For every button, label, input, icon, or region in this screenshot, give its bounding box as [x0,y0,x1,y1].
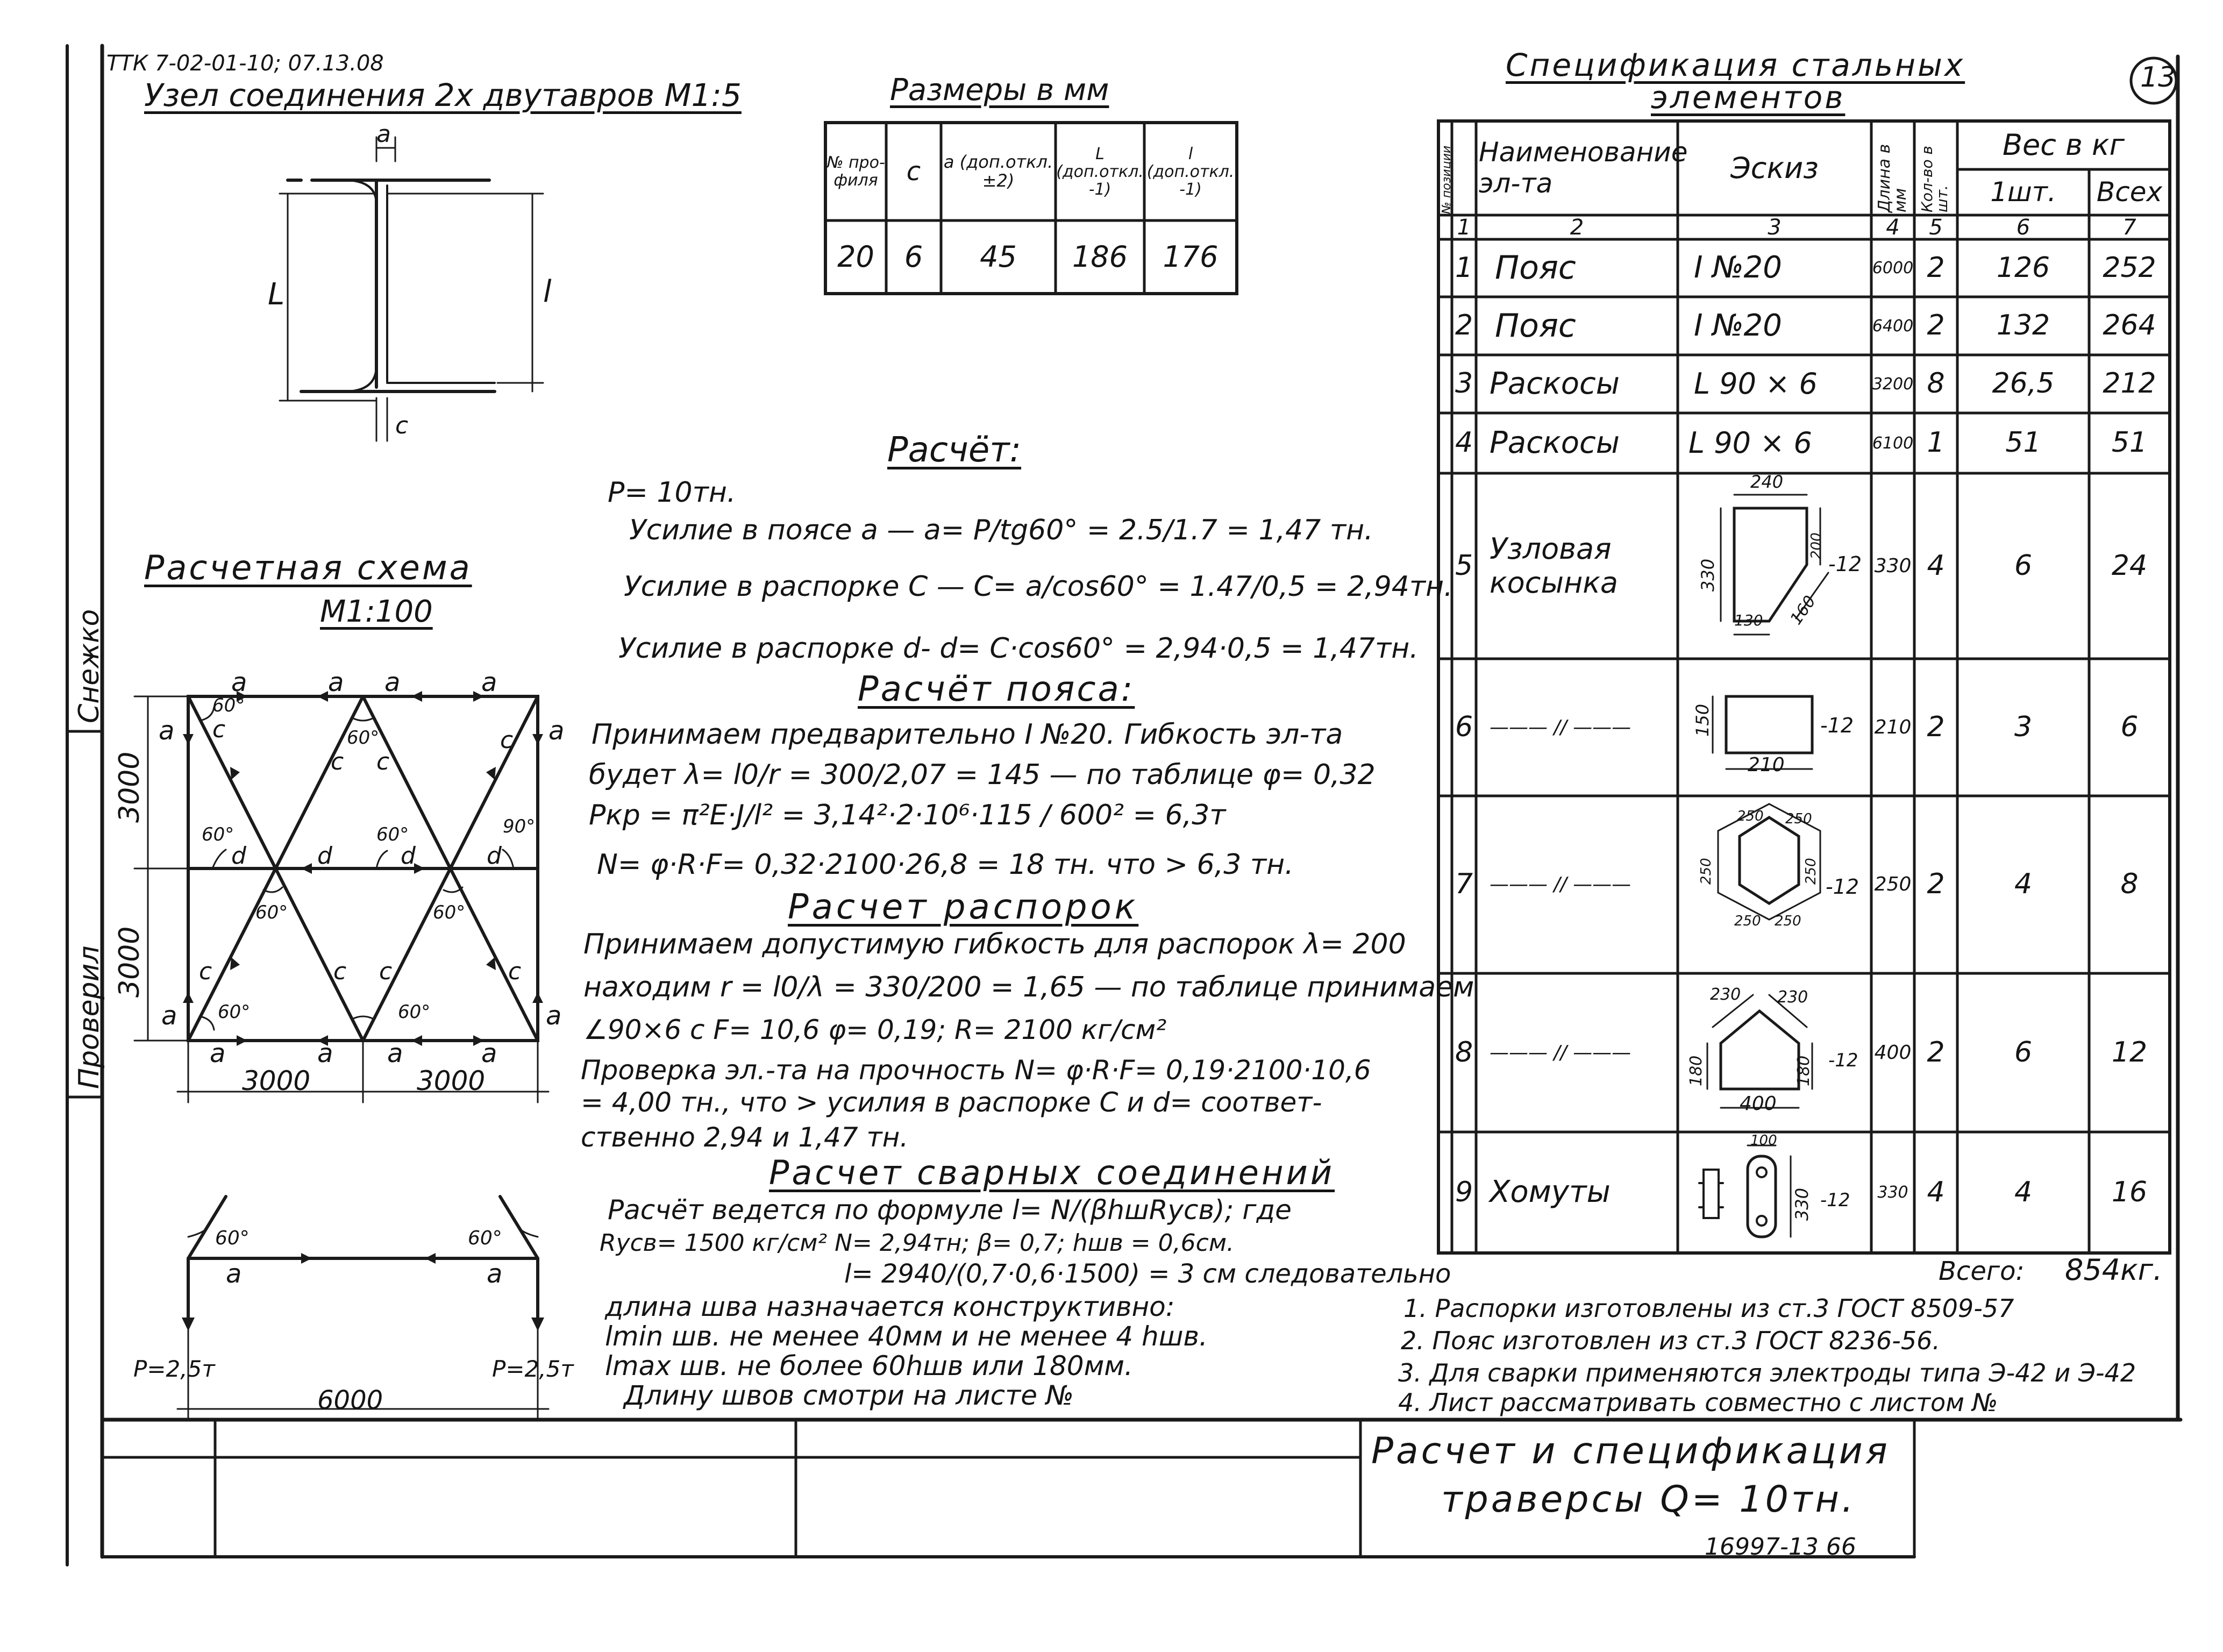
spec-cell-sketch: I №20 [1694,308,1782,343]
spec-cell-length: 210 [1874,716,1912,738]
scheme-label-c1: c [212,716,226,743]
scheme-dim-h1: 3000 [113,751,146,823]
belt-line-3: Pкр = π²E·J/l² = 3,14²·2·10⁶·115 / 600² = 6,3т [589,799,1226,831]
spec-cell-sketch: L 90 × 6 [1688,425,1812,460]
sketch5-dim-5: 130 [1734,611,1763,629]
scheme-label-c6: c [333,958,347,985]
strut-line-1: Принимаем допустимую гибкость для распорок λ= 200 [583,928,1406,960]
scheme-label-a12: a [481,1038,497,1069]
spec-cell-qty: 2 [1927,1036,1945,1069]
spec-cell-length: 6000 [1872,259,1914,277]
spec-cell-w1: 3 [2014,710,2033,743]
spec-cell-qty: 1 [1927,426,1945,459]
calc-line-4: Усилие в распорке d- d= C·cos60° = 2,94·0,5 = 1,47тн. [618,632,1419,665]
spec-cell-pos: 5 [1455,549,1473,582]
spec-cell-name: Пояс [1495,249,1576,287]
spec-cell-name: Раскосы [1490,366,1620,401]
belt-line-4: N= φ·R·F= 0,32·2100·26,8 = 18 тн. что > 6,3 тн. [597,849,1294,881]
scheme-dim-h2: 3000 [113,926,146,998]
spec-colnum-2: 2 [1570,215,1584,240]
spec-cell-name: ——— // ——— [1490,716,1631,738]
dims-cell-l: 176 [1163,240,1219,274]
strut-line-6: ственно 2,94 и 1,47 тн. [581,1122,909,1153]
strut-calc-title: Расчет распорок [788,887,1139,927]
spec-cell-qty: 2 [1927,251,1945,284]
spec-cell-name: ——— // ——— [1490,1041,1631,1064]
spec-cell-w1: 26,5 [1992,367,2055,400]
spec-cell-sketch: L 90 × 6 [1694,366,1818,401]
scheme-title: Расчетная схема [144,548,472,587]
sketch7-dim-2: 250 [1785,811,1812,827]
scheme-angle-8: 60° [398,1001,431,1023]
sketch7-dim-5: 250 [1734,913,1761,929]
spec-colnum-4: 4 [1886,215,1900,240]
scheme-angle-5: 60° [255,902,288,923]
sketch7-dim-3: 250 [1698,858,1714,885]
spec-cell-pos: 2 [1455,309,1473,342]
scheme-angle-90: 90° [503,816,536,837]
title-block-line-2: траверсы Q= 10тн. [1441,1478,1856,1521]
spec-cell-length: 330 [1877,1183,1908,1202]
spec-cell-pos: 7 [1455,868,1473,901]
scheme-label-c7: c [379,958,393,985]
sketch5-dim-1: 240 [1750,472,1784,492]
weld-line-4: длина шва назначается конструктивно: [605,1291,1175,1322]
spec-cell-sketch: -12 [1828,1050,1858,1071]
spec-cell-wall: 264 [2103,309,2156,342]
spec-title-line-2: элементов [1651,79,1846,116]
load-member-right: a [487,1259,503,1289]
load-member-left: a [226,1259,242,1289]
scheme-label-d4: d [487,842,502,870]
spec-cell-sketch: -12 [1820,1190,1850,1211]
weld-calc-title: Расчет сварных соединений [769,1153,1335,1192]
sketch8-dim-4: 180 [1794,1055,1813,1086]
scheme-label-c8: c [508,958,522,985]
sketch8-dim-1: 230 [1710,985,1741,1004]
scheme-label-c2: c [331,748,344,775]
spec-cell-w1: 126 [1996,251,2050,284]
belt-calc-title: Расчёт пояса: [858,670,1135,709]
node-title: Узел соединения 2х двутавров М1:5 [144,77,742,113]
dims-cell-L: 186 [1072,240,1128,274]
note-1: 1. Распорки изготовлены из ст.3 ГОСТ 8509-57 [1403,1294,2014,1323]
spec-cell-name: ——— // ——— [1490,873,1631,896]
scheme-label-a11: a [387,1038,403,1069]
scheme-angle-6: 60° [433,902,466,923]
scheme-scale: М1:100 [320,594,433,629]
scheme-label-c4: c [500,727,514,754]
spec-cell-w1: 6 [2014,549,2033,582]
spec-cell-qty: 2 [1927,309,1945,342]
load-angle-left: 60° [215,1227,250,1249]
strut-line-3: ∠90×6 c F= 10,6 φ= 0,19; R= 2100 кг/см² [583,1014,1167,1045]
spec-cell-length: 330 [1874,554,1912,577]
note-2: 2. Пояс изготовлен из ст.3 ГОСТ 8236-56. [1401,1326,1941,1355]
scheme-label-a10: a [317,1038,333,1069]
spec-header-length: Длина в мм [1875,144,1910,212]
spec-header-sketch: Эскиз [1730,151,1819,185]
spec-cell-sketch: -12 [1820,714,1854,737]
scheme-label-d3: d [401,842,416,870]
spec-cell-qty: 4 [1927,549,1945,582]
spec-cell-name: Пояс [1495,307,1576,345]
scheme-angle-4: 60° [376,824,409,845]
document-code: ТТК 7-02-01-10; 07.13.08 [106,51,384,76]
load-left: P=2,5т [133,1356,215,1382]
scheme-label-c3: c [376,748,390,775]
spec-cell-sketch: -12 [1828,552,1862,576]
scheme-label-a8: a [546,1001,562,1031]
strut-line-2: находим r = l0/λ = 330/200 = 1,65 — по таблице принимаем [583,971,1474,1003]
spec-cell-wall: 51 [2111,426,2148,459]
title-block-stamp: 16997-13 66 [1705,1533,1856,1561]
weld-line-7: Длину швов смотри на листе № [624,1380,1074,1411]
spec-cell-wall: 8 [2120,868,2139,901]
dims-title: Размеры в мм [890,73,1109,108]
belt-line-2: будет λ= l0/r = 300/2,07 = 145 — по таблице φ= 0,32 [589,759,1376,791]
spec-cell-length: 3200 [1872,374,1914,394]
strut-line-5: = 4,00 тн., что > усилия в распорке C и d= соответ- [581,1087,1322,1118]
scheme-label-a1: a [231,667,247,697]
dims-header-c: c [906,156,921,187]
spec-cell-qty: 8 [1927,367,1945,400]
spec-cell-wall: 16 [2111,1176,2148,1208]
sketch5-dim-3: 200 [1808,532,1825,559]
node-label-c: c [395,412,409,439]
spec-header-pos: № позиции [1440,145,1454,214]
spec-cell-wall: 212 [2103,367,2156,400]
spec-cell-wall: 12 [2111,1036,2148,1069]
spec-cell-pos: 8 [1455,1036,1473,1069]
sketch5-dim-4: 160 [1786,592,1820,629]
spec-cell-name: Узловая косынка [1490,532,1618,600]
weld-line-5: lmin шв. не менее 40мм и не менее 4 hшв. [605,1321,1208,1352]
sketch7-dim-1: 250 [1737,808,1764,824]
spec-cell-pos: 9 [1455,1176,1473,1208]
side-stamp-bottom: Проверил [73,945,105,1089]
node-label-l: l [543,274,552,309]
scheme-dim-w2: 3000 [417,1065,486,1096]
spec-cell-w1: 4 [2014,868,2033,901]
calc-line-3: Усилие в распорке C — C= a/cos60° = 1.47/0,5 = 2,94тн. [624,571,1453,603]
spec-cell-w1: 6 [2014,1036,2033,1069]
belt-line-1: Принимаем предварительно I №20. Гибкость эл-та [592,718,1343,751]
note-4: 4. Лист рассматривать совместно с листом № [1398,1388,1998,1417]
node-label-L: L [268,277,285,312]
spec-cell-length: 6400 [1872,316,1914,336]
scheme-label-d2: d [317,842,332,870]
scheme-label-c5: c [199,958,212,985]
sketch6-dim-2: 210 [1748,754,1785,776]
scheme-angle-2: 60° [347,727,380,749]
sketch8-dim-3: 180 [1687,1055,1706,1086]
dims-header-a: a (доп.откл. ±2) [943,151,1053,191]
sketch5-dim-2: 330 [1698,558,1718,592]
title-block-line-1: Расчет и спецификация [1371,1430,1890,1472]
strut-line-4: Проверка эл.-та на прочность N= φ·R·F= 0,19·2100·10,6 [581,1055,1371,1086]
spec-colnum-1: 1 [1457,215,1471,240]
load-angle-right: 60° [468,1227,502,1249]
dims-header-L: L (доп.откл. -1) [1056,144,1144,199]
spec-cell-pos: 4 [1455,426,1473,459]
scheme-label-a3: a [384,667,401,697]
spec-colnum-6: 6 [2016,215,2030,240]
spec-header-qty: Кол-во в шт. [1918,145,1951,212]
scheme-angle-3: 60° [202,824,234,845]
side-stamp-top: Снежко [73,609,105,723]
dims-cell-a: 45 [980,240,1017,274]
scheme-label-d1: d [231,842,246,870]
scheme-label-a7: a [161,1001,177,1031]
spec-header-weight: Вес в кг [2002,128,2125,162]
weld-line-3: l= 2940/(0,7·0,6·1500) = 3 см следовательно [844,1259,1451,1289]
spec-colnum-7: 7 [2122,215,2136,240]
spec-cell-length: 400 [1874,1041,1912,1064]
spec-cell-wall: 252 [2103,251,2156,284]
spec-cell-sketch: I №20 [1694,250,1782,286]
sketch9-dim-1: 100 [1750,1133,1777,1149]
weld-line-1: Расчёт ведется по формуле l= N/(βhшRусв); где [608,1194,1292,1226]
sketch7-dim-4: 250 [1803,858,1819,885]
spec-cell-length: 250 [1874,873,1912,896]
dims-header-l: l (доп.откл. -1) [1146,144,1235,199]
node-label-a: a [376,120,391,148]
spec-cell-qty: 2 [1927,710,1945,743]
spec-cell-length: 6100 [1872,433,1914,453]
spec-header-wall: Всех [2096,176,2163,208]
scheme-angle-7: 60° [218,1001,251,1023]
spec-cell-qty: 2 [1927,868,1945,901]
sketch9-dim-2: 330 [1792,1187,1812,1221]
weld-line-2: Rусв= 1500 кг/см² N= 2,94тн; β= 0,7; hшв = 0,6см. [600,1229,1235,1257]
spec-colnum-3: 3 [1768,215,1782,240]
spec-cell-pos: 1 [1455,251,1473,284]
load-right: P=2,5т [492,1356,574,1382]
dims-cell-c: 6 [904,240,923,274]
sketch8-dim-2: 230 [1777,988,1808,1007]
spec-title-line-1: Спецификация стальных [1506,47,1965,83]
spec-total-value: 854кг. [2065,1253,2163,1287]
scheme-angle-1: 60° [212,695,245,716]
calc-line-1: P= 10тн. [608,476,736,509]
scheme-label-a4: a [481,667,497,697]
spec-header-w1: 1шт. [1990,176,2056,208]
spec-cell-sketch: -12 [1826,875,1859,899]
scheme-dim-w1: 3000 [242,1065,311,1096]
load-span: 6000 [317,1385,383,1415]
spec-cell-w1: 51 [2005,426,2041,459]
spec-cell-name: Хомуты [1490,1174,1611,1210]
spec-cell-qty: 4 [1927,1176,1945,1208]
scheme-label-a6: a [548,716,565,746]
scheme-label-a9: a [210,1038,226,1069]
scheme-label-a5: a [159,716,175,746]
spec-cell-pos: 6 [1455,710,1473,743]
spec-cell-w1: 4 [2014,1176,2033,1208]
spec-cell-wall: 24 [2111,549,2148,582]
sketch8-dim-5: 400 [1740,1093,1777,1115]
scheme-label-a2: a [328,667,344,697]
spec-total-label: Всего: [1939,1256,2025,1286]
spec-cell-w1: 132 [1996,309,2050,342]
spec-cell-pos: 3 [1455,367,1473,400]
dims-cell-profile: 20 [837,240,874,274]
spec-header-name: Наименование эл-та [1479,137,1688,199]
sheet-number: 13 [2140,61,2176,94]
sketch6-dim-1: 150 [1692,703,1713,737]
sketch7-dim-6: 250 [1775,913,1801,929]
spec-colnum-5: 5 [1929,215,1943,240]
spec-cell-name: Раскосы [1490,425,1620,460]
spec-cell-wall: 6 [2120,710,2139,743]
dims-header-profile: № про-филя [826,153,885,190]
calc-title: Расчёт: [887,430,1022,470]
note-3: 3. Для сварки применяются электроды типа Э-42 и Э-42 [1398,1358,2136,1387]
weld-line-6: lmax шв. не более 60hшв или 180мм. [605,1350,1133,1382]
calc-line-2: Усилие в поясе a — a= P/tg60° = 2.5/1.7 = 1,47 тн. [629,514,1373,546]
